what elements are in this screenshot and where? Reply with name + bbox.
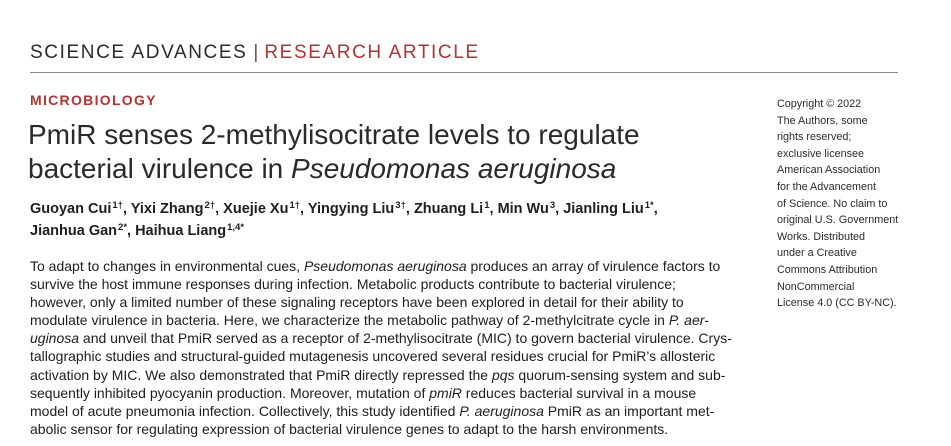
abstract-text: model of acute pneumonia infection. Collectively, this study identified bbox=[30, 402, 460, 419]
author-separator: , bbox=[127, 223, 136, 239]
copyright-line: NonCommercial bbox=[777, 280, 855, 293]
author-affiliation: 1* bbox=[644, 200, 654, 211]
author bbox=[131, 201, 223, 217]
copyright-line: Copyright © 2022 bbox=[777, 98, 862, 110]
abstract-italic-term: pmiR bbox=[429, 384, 462, 401]
abstract-italic-term: P. aer- bbox=[668, 312, 709, 329]
abstract-text: modulate virulence in bacteria. Here, we characterize the metabolic pathway of 2-methylcitrate cycle in bbox=[30, 312, 669, 329]
abstract-italic-term: uginosa bbox=[30, 330, 80, 347]
author-separator: , bbox=[405, 201, 414, 217]
abstract-text: abolic sensor for regulating expression of bacterial virulence genes to adapt to the harsh environments. bbox=[30, 420, 669, 437]
author-name: Min Wu bbox=[497, 201, 549, 217]
abstract-line bbox=[30, 402, 750, 420]
copyright-line: of Science. No claim to bbox=[777, 197, 888, 210]
abstract-line bbox=[30, 420, 750, 438]
author bbox=[30, 223, 135, 239]
author bbox=[223, 201, 308, 217]
title-species: Pseudomonas aeruginosa bbox=[291, 153, 617, 184]
abstract-text: and unveil that PmiR served as a receptor of 2-methylisocitrate (MIC) to govern bacterial virulence. Crys- bbox=[79, 330, 732, 347]
copyright-line: License 4.0 (CC BY-NC). bbox=[777, 297, 897, 310]
abstract-text: To adapt to changes in environmental cues, bbox=[30, 258, 304, 274]
author-name: Yingying Liu bbox=[307, 201, 395, 217]
author-name: Guoyan Cui bbox=[30, 201, 112, 217]
author-separator: , bbox=[215, 201, 224, 217]
abstract-text: survive the host immune responses during infection. Metabolic products contribute to bacterial virulence; bbox=[30, 276, 676, 293]
author-name: Jianhua Gan bbox=[30, 223, 118, 239]
author-affiliation: 3 bbox=[549, 200, 556, 211]
abstract-text: however, only a limited number of these signaling receptors have been explored in detail for their ability to bbox=[30, 294, 684, 311]
author-list bbox=[30, 198, 760, 242]
author-name: Haihua Liang bbox=[135, 223, 227, 239]
author bbox=[30, 201, 131, 217]
abstract-italic-term: pqs bbox=[491, 366, 515, 383]
abstract-text: sequently inhibited pyocyanin production. Moreover, mutation of bbox=[30, 384, 430, 401]
abstract-text: PmiR as an important met- bbox=[543, 402, 715, 419]
author-separator: , bbox=[300, 201, 308, 217]
author bbox=[135, 223, 244, 239]
abstract-line bbox=[30, 366, 750, 384]
title-line-2 bbox=[28, 152, 728, 186]
abstract-text: quorum-sensing system and sub- bbox=[514, 366, 726, 383]
abstract-italic-term: P. aeruginosa bbox=[459, 402, 544, 419]
journal-name: SCIENCE ADVANCES bbox=[30, 42, 248, 63]
title-line-1: PmiR senses 2-methylisocitrate levels to regulate bbox=[28, 119, 640, 150]
abstract-line bbox=[30, 257, 750, 275]
header-separator: | bbox=[253, 42, 259, 63]
author-name: Xuejie Xu bbox=[223, 201, 289, 217]
author-separator: , bbox=[122, 201, 131, 217]
author-affiliation: 1 bbox=[484, 200, 490, 211]
abstract-text: tallographic studies and structural-guided mutagenesis uncovered several residues crucial for PmiR’s allosteric bbox=[30, 348, 716, 365]
copyright-line: Commons Attribution bbox=[777, 263, 878, 276]
copyright-line: for the Advancement bbox=[777, 180, 877, 193]
journal-header bbox=[30, 42, 480, 64]
author bbox=[498, 201, 564, 217]
author bbox=[563, 201, 658, 217]
author-affiliation: 3† bbox=[395, 200, 406, 211]
abstract-text: produces an array of virulence factors to bbox=[466, 258, 721, 274]
author-name: Zhuang Li bbox=[413, 201, 484, 217]
abstract-text: activation by MIC. We also demonstrated that PmiR directly repressed the bbox=[30, 366, 492, 383]
abstract-line bbox=[30, 384, 750, 402]
abstract-italic-term: Pseudomonas aeruginosa bbox=[303, 258, 467, 274]
abstract-line bbox=[30, 329, 750, 347]
abstract-line bbox=[30, 347, 750, 365]
abstract bbox=[30, 257, 750, 438]
article-title bbox=[28, 118, 728, 186]
copyright-line: original U.S. Government bbox=[777, 214, 899, 227]
author-separator: , bbox=[555, 201, 564, 217]
article-type: RESEARCH ARTICLE bbox=[264, 42, 480, 63]
author-affiliation: 2† bbox=[204, 200, 216, 211]
author-separator: , bbox=[653, 201, 658, 217]
author-line-1 bbox=[30, 198, 760, 220]
author bbox=[414, 201, 498, 217]
author-affiliation: 2* bbox=[118, 222, 128, 233]
copyright-line: American Association bbox=[777, 164, 881, 177]
author-affiliation: 1,4* bbox=[227, 222, 245, 233]
copyright-line: exclusive licensee bbox=[777, 147, 865, 160]
author-name: Jianling Liu bbox=[563, 201, 644, 217]
title-line-2-text: bacterial virulence in bbox=[28, 153, 292, 184]
copyright-notice bbox=[777, 96, 917, 312]
author-affiliation: 1† bbox=[112, 200, 123, 211]
author-affiliation: 1† bbox=[289, 200, 301, 211]
author-separator: , bbox=[489, 201, 498, 217]
author bbox=[308, 201, 414, 217]
copyright-line: under a Creative bbox=[777, 247, 857, 260]
copyright-line: Works. Distributed bbox=[777, 230, 865, 243]
abstract-line bbox=[30, 293, 750, 311]
header-rule bbox=[30, 72, 898, 73]
abstract-line bbox=[30, 275, 750, 293]
section-label: MICROBIOLOGY bbox=[30, 92, 157, 108]
abstract-text: reduces bacterial survival in a mouse bbox=[461, 384, 697, 401]
author-name: Yixi Zhang bbox=[130, 201, 204, 217]
copyright-line: The Authors, some bbox=[777, 114, 868, 127]
copyright-line: rights reserved; bbox=[777, 131, 852, 144]
abstract-line bbox=[30, 311, 750, 329]
author-line-2 bbox=[30, 220, 760, 242]
